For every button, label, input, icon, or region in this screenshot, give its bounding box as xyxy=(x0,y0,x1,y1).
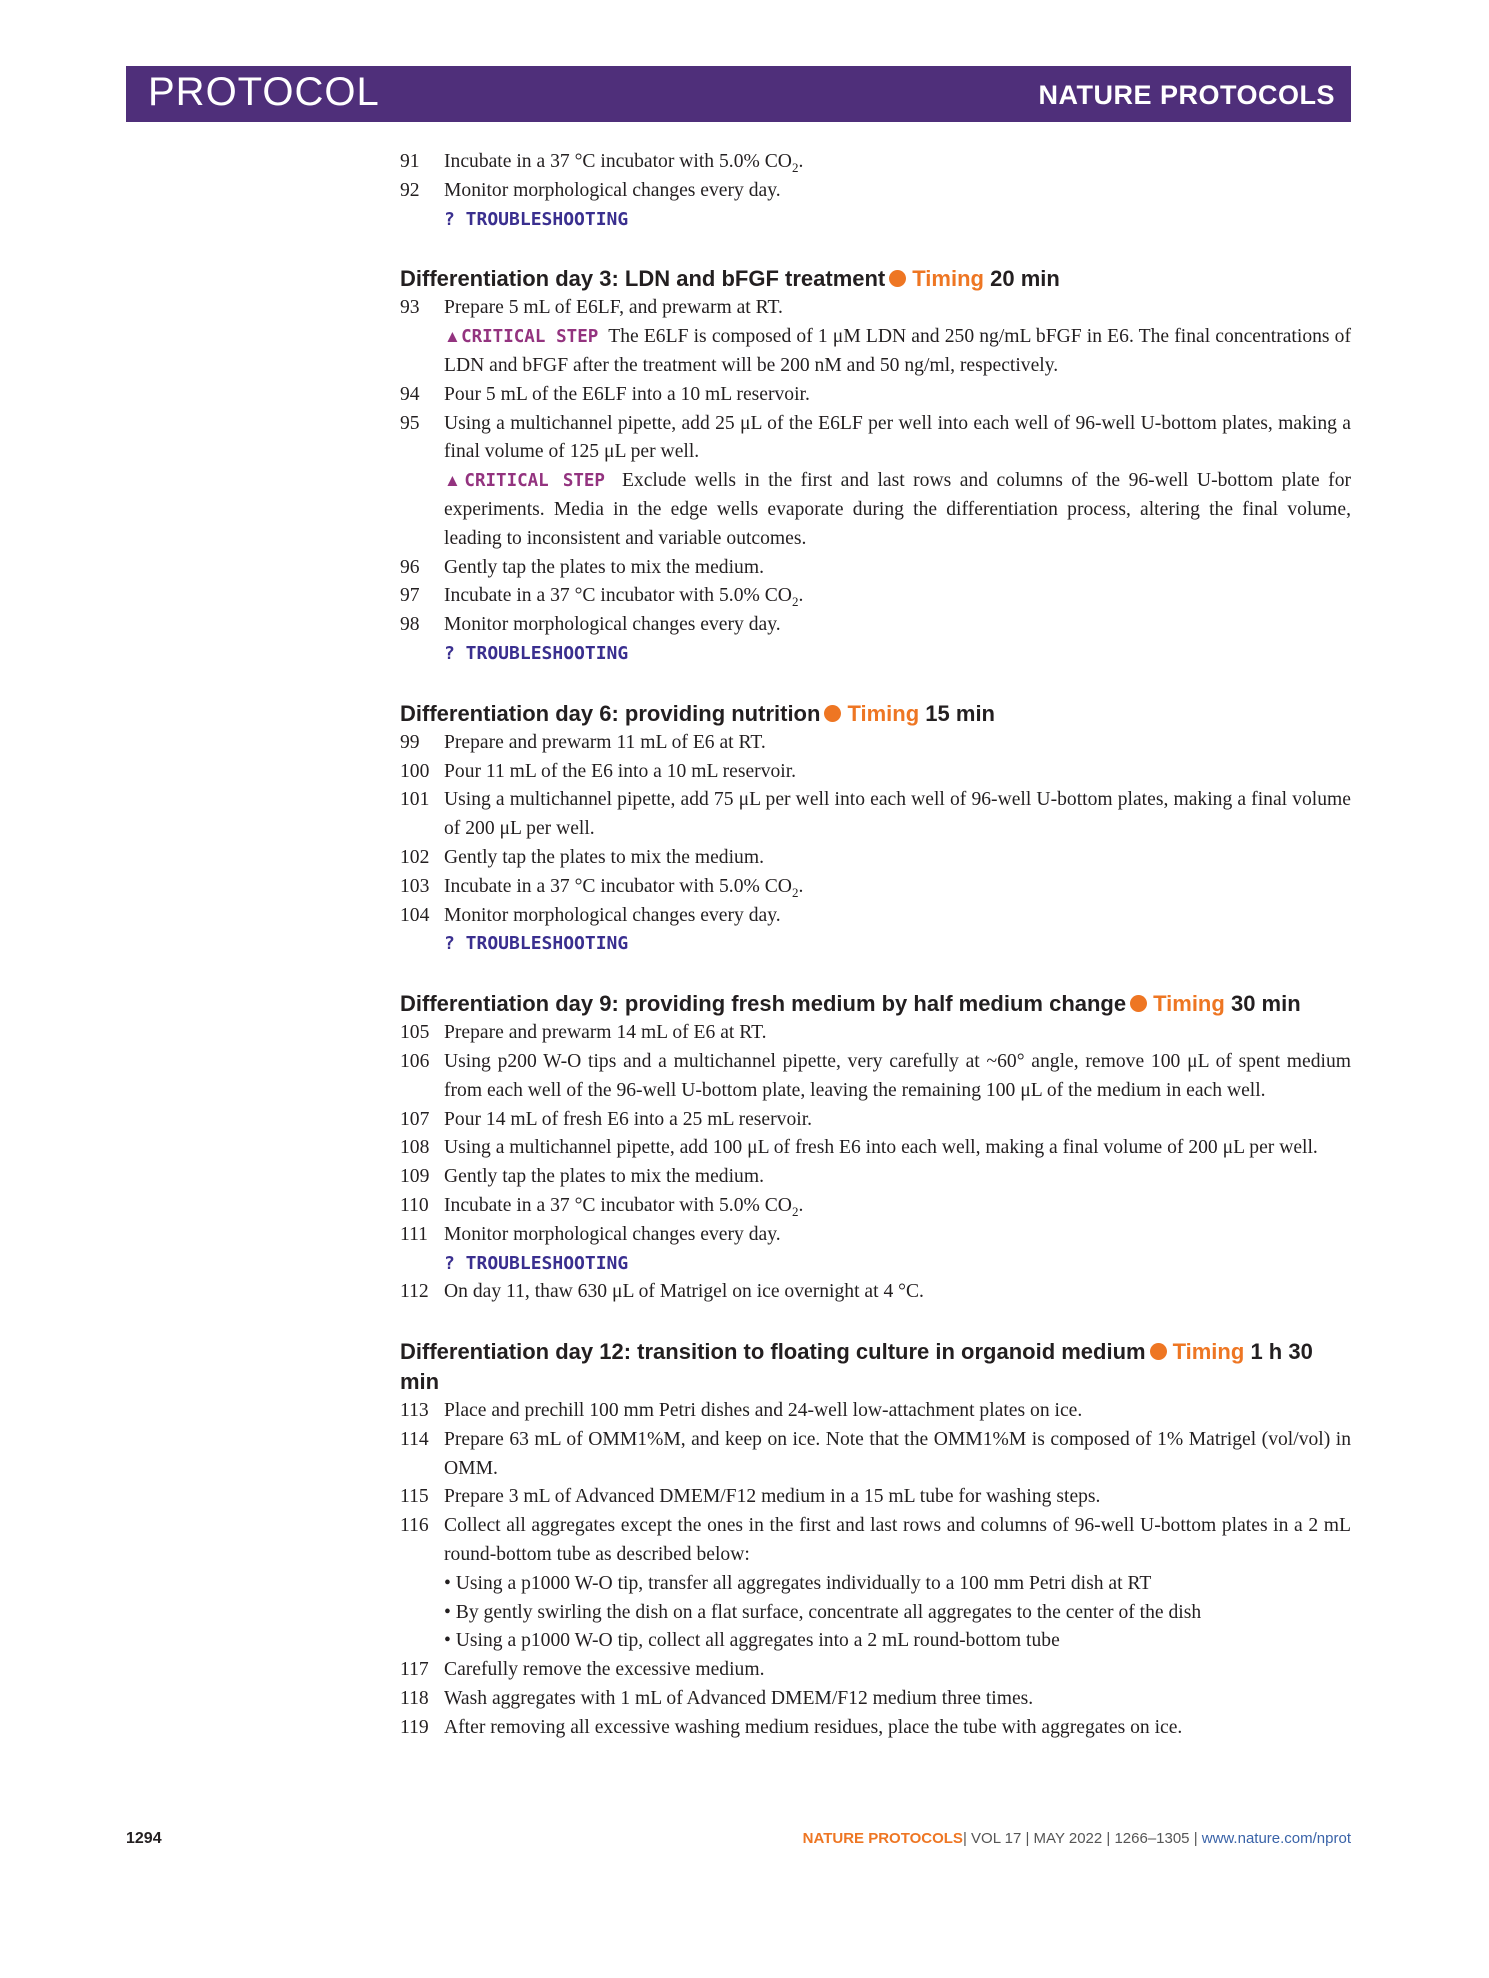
step-95: 95 Using a multichannel pipette, add 25 μL of the E6LF per well into each well of 96-well U-bottom plates, making a final volume of 125 μL per well. ▲CRITICAL STEP Exclude wells in the first and last rows and columns of the 96-well U-bottom plate for experiments. Media in the edge wells evaporate during the differentiation process, altering the final volume, leading to inconsistent and variable outcomes. xyxy=(400,410,1351,554)
section-heading-day9: Differentiation day 9: providing fresh medium by half medium change Timing 30 min xyxy=(400,991,1301,1017)
journal-label: NATURE PROTOCOLS xyxy=(1038,80,1335,110)
step-117: 117 Carefully remove the excessive medium. xyxy=(400,1659,765,1681)
step-104: 104 Monitor morphological changes every day. ? TROUBLESHOOTING xyxy=(400,902,1351,960)
step-108: 108 Using a multichannel pipette, add 100 μL of fresh E6 into each well, making a final volume of 200 μL per well. xyxy=(400,1137,1318,1159)
step-119: 119 After removing all excessive washing medium residues, place the tube with aggregates on ice. xyxy=(400,1716,1183,1738)
step-118: 118 Wash aggregates with 1 mL of Advanced DMEM/F12 medium three times. xyxy=(400,1688,1034,1710)
list-item: • Using a p1000 W-O tip, transfer all aggregates individually to a 100 mm Petri dish at RT xyxy=(444,1572,1152,1594)
warning-triangle-icon: ▲ xyxy=(444,327,462,347)
step-97: 97 Incubate in a 37 °C incubator with 5.0% $CO_2$. xyxy=(400,585,804,610)
step-96: 96 Gently tap the plates to mix the medium. xyxy=(400,556,764,578)
section-heading-day12: Differentiation day 12: transition to floating culture in organoid medium Timing 1 h 30 min xyxy=(400,1339,1313,1395)
step-100: 100 Pour 11 mL of the E6 into a 10 mL reservoir. xyxy=(400,760,797,782)
step-99: 99 Prepare and prewarm 11 mL of E6 at RT. xyxy=(400,731,766,753)
troubleshooting-link[interactable]: ? TROUBLESHOOTING xyxy=(444,933,629,955)
step-102: 102 Gently tap the plates to mix the medium. xyxy=(400,846,764,868)
step-107: 107 Pour 14 mL of fresh E6 into a 25 mL reservoir. xyxy=(400,1108,813,1130)
step-113: 113 Place and prechill 100 mm Petri dishes and 24-well low-attachment plates on ice. xyxy=(400,1400,1083,1422)
step-109: 109 Gently tap the plates to mix the medium. xyxy=(400,1166,764,1188)
header-banner xyxy=(126,66,1351,122)
protocol-body xyxy=(400,148,1351,1743)
step-93: 93 Prepare 5 mL of E6LF, and prewarm at RT. ▲CRITICAL STEP The E6LF is composed of 1 μM LDN and 250 ng/mL bFGF in E6. The final concentrations of LDN and bFGF after the treatment will be 200 nM and 50 ng/ml, respectively. xyxy=(400,294,1351,380)
step-103: 103 Incubate in a 37 °C incubator with 5.0% $CO_2$. xyxy=(400,875,804,900)
critical-step-note: ▲CRITICAL STEP Exclude wells in the first and last rows and columns of the 96-well U-bottom plate for experiments. Media in the edge wells evaporate during the differentiation process, altering the final volume, leading to inconsistent and variable outcomes. xyxy=(444,470,1352,549)
timing-dot-icon xyxy=(1150,1343,1167,1360)
step-114: 114 Prepare 63 mL of OMM1%M, and keep on ice. Note that the OMM1%M is composed of 1% Matrigel (vol/vol) in OMM. xyxy=(400,1428,1351,1479)
journal-url-link[interactable]: www.nature.com/nprot xyxy=(1201,1830,1351,1847)
step-110: 110 Incubate in a 37 °C incubator with 5.0% $CO_2$. xyxy=(400,1194,804,1219)
list-item: • By gently swirling the dish on a flat surface, concentrate all aggregates to the center of the dish xyxy=(444,1601,1202,1623)
footer-citation: NATURE PROTOCOLS| VOL 17 | MAY 2022 | 1266–1305 | www.nature.com/nprot xyxy=(802,1830,1351,1847)
warning-triangle-icon: ▲ xyxy=(444,471,465,491)
step-112: 112 On day 11, thaw 630 μL of Matrigel on ice overnight at 4 °C. xyxy=(400,1281,924,1303)
step-94: 94 Pour 5 mL of the E6LF into a 10 mL reservoir. xyxy=(400,383,810,405)
step-91: 91 Incubate in a 37 °C incubator with 5.0% $CO_2$. xyxy=(400,151,804,175)
troubleshooting-link[interactable]: ? TROUBLESHOOTING xyxy=(444,208,629,230)
step-105: 105 Prepare and prewarm 14 mL of E6 at RT. xyxy=(400,1022,767,1044)
step-98: 98 Monitor morphological changes every day. ? TROUBLESHOOTING xyxy=(400,611,1351,669)
step-106: 106 Using p200 W-O tips and a multichannel pipette, very carefully at ~60° angle, remove 100 μL of spent medium from each well of the 96-well U-bottom plate, leaving the remaining 100 μL of the medium in each well. xyxy=(400,1050,1351,1101)
timing-dot-icon xyxy=(1130,995,1147,1012)
step-92: 92 Monitor morphological changes every day. ? TROUBLESHOOTING xyxy=(400,177,1351,235)
section-label: PROTOCOL xyxy=(148,70,380,114)
step-111: 111 Monitor morphological changes every day. ? TROUBLESHOOTING xyxy=(400,1221,1351,1279)
timing-dot-icon xyxy=(889,270,906,287)
troubleshooting-link[interactable]: ? TROUBLESHOOTING xyxy=(444,642,629,664)
critical-step-note: ▲CRITICAL STEP The E6LF is composed of 1 μM LDN and 250 ng/mL bFGF in E6. The final concentrations of LDN and bFGF after the treatment will be 200 nM and 50 ng/ml, respectively. xyxy=(444,326,1352,376)
section-heading-day6: Differentiation day 6: providing nutrition Timing 15 min xyxy=(400,700,995,726)
step-115: 115 Prepare 3 mL of Advanced DMEM/F12 medium in a 15 mL tube for washing steps. xyxy=(400,1486,1101,1508)
section-heading-day3: Differentiation day 3: LDN and bFGF treatment Timing 20 min xyxy=(400,266,1060,292)
troubleshooting-link[interactable]: ? TROUBLESHOOTING xyxy=(444,1252,629,1274)
timing-dot-icon xyxy=(824,705,841,722)
page-number: 1294 xyxy=(126,1830,162,1847)
step-116: 116 Collect all aggregates except the ones in the first and last rows and columns of 96-well U-bottom plates in a 2 mL round-bottom tube as described below: • Using a p1000 W-O tip, transfer all aggregates individually to a 100 mm Petri dish at RT • By gently swirling the dish on a flat surface, concentrate all aggregates to the center of the dish • Using a p1000 W-O tip, collect all aggregates into a 2 mL round-bottom tube xyxy=(400,1512,1351,1656)
list-item: • Using a p1000 W-O tip, collect all aggregates into a 2 mL round-bottom tube xyxy=(444,1630,1060,1652)
step-101: 101 Using a multichannel pipette, add 75 μL per well into each well of 96-well U-bottom plates, making a final volume of 200 μL per well. xyxy=(400,789,1351,840)
